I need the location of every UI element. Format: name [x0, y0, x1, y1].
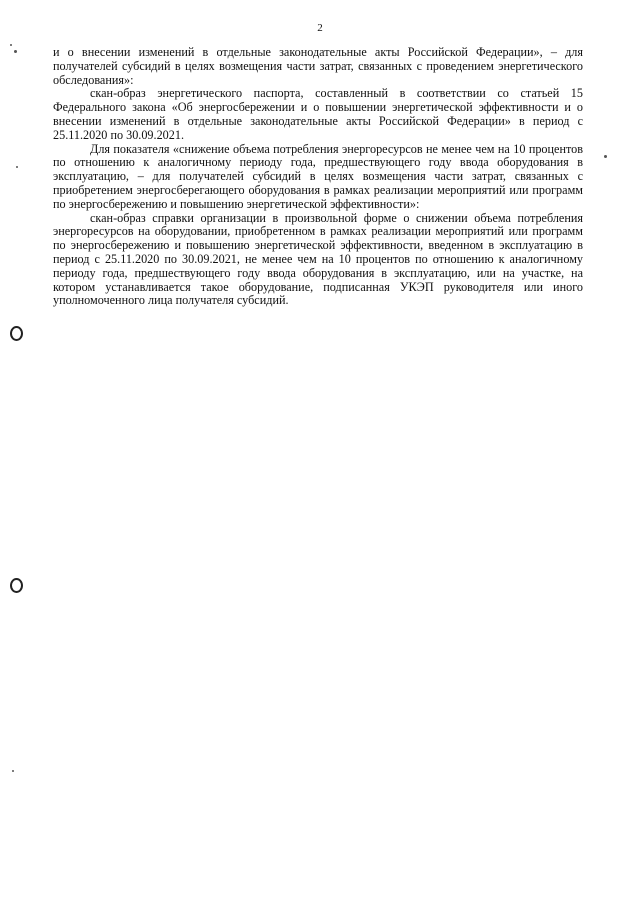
- document-body: [53, 46, 583, 308]
- page-number: 2: [317, 22, 323, 34]
- punch-hole-upper: [10, 326, 23, 341]
- paragraph-indicator: Для показателя «снижение объема потребления энергоресурсов не менее чем на 10 процентов по отношению к аналогичному периоду года, предшествующего году ввода оборудования в эксплуатацию, – для получателей субсидий в целях возмещения части затрат, связанных с приобретением энергосберегающего оборудования в рамках реализации мероприятий или программ по энергосбережению и повышению энергетической эффективности»:: [53, 141, 583, 211]
- punch-hole-lower: [10, 578, 23, 593]
- scan-speck: [12, 770, 14, 772]
- scan-speck: [16, 166, 18, 168]
- paragraph-continuation: и о внесении изменений в отдельные законодательные акты Российской Федерации», – для получателей субсидий в целях возмещения части затрат, связанных с проведением энергетического обследования»:: [53, 45, 583, 87]
- paragraph-certificate: скан-образ справки организации в произвольной форме о снижении объема потребления энергоресурсов на оборудовании, приобретенном в рамках реализации мероприятий или программ по энергосбережению и повышению энергетической эффективности, введенном в эксплуатацию в период с 25.11.2020 по 30.09.2021, не менее чем на 10 процентов по отношению к аналогичному периоду года, предшествующего году ввода оборудования в эксплуатацию, или на участке, на котором устанавливается такое оборудование, подписанная УКЭП руководителя или иного уполномоченного лица получателя субсидий.: [53, 210, 583, 308]
- paragraph-energy-passport: скан-образ энергетического паспорта, составленный в соответствии со статьей 15 Федерального закона «Об энергосбережении и о повышении энергетической эффективности и о внесении изменений в отдельные законодательные акты Российской Федерации» в период с 25.11.2020 по 30.09.2021.: [53, 86, 583, 142]
- scan-speck: [14, 50, 17, 53]
- scan-speck: [10, 44, 12, 46]
- scan-speck: [604, 155, 607, 158]
